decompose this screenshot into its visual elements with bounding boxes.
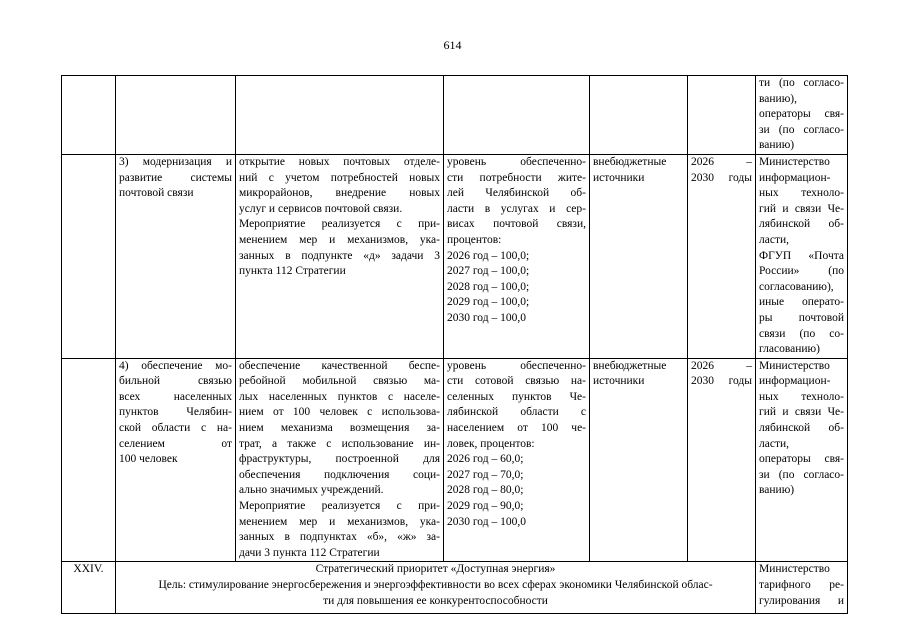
text-line: уровень обеспеченно- [447, 155, 586, 168]
text-line: гий и связи Че- [759, 406, 844, 419]
text-line: ласти в услугах и сер- [447, 202, 586, 215]
text-line: селенных пунктов Че- [447, 390, 586, 403]
text-line: населением от 100 че- [447, 422, 586, 435]
responsible-cell [756, 76, 848, 155]
text-line: Мероприятие реализуется с при- [239, 500, 440, 513]
text-line: 2026 – [691, 155, 752, 168]
text-line: менением мер и механизмов, ука- [239, 515, 440, 528]
indicator-cell [444, 154, 590, 358]
text-line: ласти, [759, 233, 790, 246]
text-line: 2026 год – 100,0; [447, 249, 530, 262]
text-line: дачи 3 пункта 112 Стратегии [239, 546, 380, 559]
text-line: информацион- [759, 375, 831, 388]
indicator-cell [444, 358, 590, 562]
text-line: лябинской об- [759, 422, 844, 435]
priority-goal-line: Цель: стимулирование энергосбережения и энергоэффективности во всех сферах экономики Челябинской облас- [158, 579, 713, 591]
text-line: занных в подпункте «д» задачи 3 [239, 249, 440, 262]
text-line: процентов: [447, 233, 502, 246]
page-number: 614 [443, 38, 462, 52]
text-line: 3) модернизация и [119, 155, 232, 168]
text-line: лых населенных пунктов с населе- [239, 390, 440, 403]
text-line: услуг и сервисов почтовой связи. [239, 202, 403, 215]
text-line: ванию), [759, 92, 797, 105]
text-line: Мероприятие реализуется с при- [239, 218, 440, 231]
text-line: пунктов Челябин- [119, 406, 232, 419]
source-cell [590, 154, 688, 358]
text-line: 2030 годы [691, 171, 752, 184]
text-line: микрорайонов, внедрение новых [239, 187, 440, 200]
text-line: источники [593, 171, 645, 184]
text-line: 2028 год – 80,0; [447, 484, 524, 497]
text-line: внебюджетные [593, 155, 667, 168]
text-line: ти (по согласо- [759, 77, 844, 89]
text-line: 2026 год – 60,0; [447, 453, 524, 466]
text-line: Министерство [759, 563, 830, 576]
period-cell [688, 76, 756, 155]
text-line: ской области с на- [119, 422, 232, 435]
text-line: источники [593, 375, 645, 388]
text-line: селением от [119, 437, 232, 450]
text-line: обеспечения подключения соци- [239, 468, 440, 481]
text-line: обеспечение качественной беспе- [239, 359, 440, 372]
measure-cell [236, 154, 444, 358]
text-line: операторы свя- [759, 453, 844, 466]
text-line: трат, а также с использование ин- [239, 437, 440, 450]
text-line: 2030 годы [691, 375, 752, 388]
text-line: 2028 год – 100,0; [447, 280, 530, 293]
row-number-cell [62, 358, 116, 562]
text-line: ванию) [759, 484, 795, 497]
text-line: зи (по согласо- [759, 123, 844, 136]
text-line: 2029 год – 100,0; [447, 296, 530, 309]
priority-goal-line: ти для повышения ее конкурентоспособности [323, 594, 548, 607]
text-line: развитие системы [119, 171, 232, 184]
responsible-cell [756, 154, 848, 358]
text-line: иные операто- [759, 296, 844, 309]
text-line: согласованию), [759, 280, 834, 293]
measure-cell [236, 358, 444, 562]
text-line: уровень обеспеченно- [447, 359, 586, 372]
text-line: нием от 100 человек с использова- [239, 406, 440, 419]
period-cell [688, 358, 756, 562]
text-line: всех населенных [119, 390, 232, 403]
source-cell [590, 358, 688, 562]
priority-title: Стратегический приоритет «Доступная энергия» [315, 563, 556, 576]
text-line: ловек, процентов: [447, 437, 535, 450]
mobile-row [62, 358, 848, 562]
priority-row [62, 562, 848, 614]
text-line: гий и связи Че- [759, 202, 844, 215]
direction-cell [116, 358, 236, 562]
text-line: 100 человек [119, 453, 178, 466]
text-line: ласти, [759, 437, 790, 450]
text-line: операторы свя- [759, 108, 844, 121]
text-line: пункта 112 Стратегии [239, 265, 346, 278]
text-line: нием механизма возмещения за- [239, 422, 440, 435]
text-line: ных техноло- [759, 187, 844, 200]
priority-number-cell [62, 562, 116, 614]
indicator-cell [444, 76, 590, 155]
text-line: зи (по согласо- [759, 468, 844, 481]
text-line: связи (по со- [759, 327, 844, 340]
responsible-cell [756, 358, 848, 562]
text-line: открытие новых почтовых отделе- [239, 155, 440, 168]
text-line: Министерство [759, 155, 830, 168]
text-line: 2027 год – 100,0; [447, 265, 530, 278]
period-cell [688, 154, 756, 358]
text-line: 2030 год – 100,0 [447, 311, 526, 324]
text-line: ребойной мобильной связью ма- [239, 375, 440, 388]
text-line: 2030 год – 100,0 [447, 515, 526, 528]
text-line: ных техноло- [759, 390, 844, 403]
source-cell [590, 76, 688, 155]
measure-cell [236, 76, 444, 155]
text-line: 2027 год – 70,0; [447, 468, 524, 481]
text-line: ры почтовой [759, 311, 844, 324]
direction-cell [116, 154, 236, 358]
direction-cell [116, 76, 236, 155]
text-line: 4) обеспечение мо- [119, 359, 232, 372]
text-line: фраструктуры, построенной для [239, 453, 440, 466]
row-number-cell [62, 76, 116, 155]
priority-number: XXIV. [73, 563, 104, 576]
text-line: лей Челябинской об- [447, 187, 586, 200]
text-line: лябинской об- [759, 218, 844, 231]
text-line: сти потребности жите- [447, 171, 586, 184]
text-line: бильной связью [119, 375, 232, 388]
priority-responsible-cell [756, 562, 848, 614]
text-line: менением мер и механизмов, ука- [239, 233, 440, 246]
text-line: России» (по [759, 265, 844, 278]
text-line: лябинской области с [447, 406, 586, 419]
text-line: внебюджетные [593, 359, 667, 372]
text-line: висах почтовой связи, [447, 218, 586, 231]
strategy-table [61, 75, 848, 614]
text-line: Министерство [759, 359, 830, 372]
text-line: гласованию) [759, 343, 820, 356]
priority-text-cell [116, 562, 756, 614]
text-line: ально значимых учреждений. [239, 484, 384, 497]
text-line: занных в подпунктах «б», «ж» за- [239, 531, 440, 544]
text-line: ванию) [759, 139, 795, 152]
text-line: информацион- [759, 171, 831, 184]
postal-row [62, 154, 848, 358]
text-line: ФГУП «Почта [759, 249, 844, 262]
text-line: 2026 – [691, 359, 752, 372]
text-line: 2029 год – 90,0; [447, 500, 524, 513]
text-line: тарифного ре- [759, 579, 844, 591]
continuation-row [62, 76, 848, 155]
text-line: гулирования и [759, 594, 844, 607]
text-line: ний с учетом потребностей новых [239, 171, 440, 184]
row-number-cell [62, 154, 116, 358]
text-line: сти сотовой связью на- [447, 375, 586, 388]
text-line: почтовой связи [119, 187, 194, 200]
